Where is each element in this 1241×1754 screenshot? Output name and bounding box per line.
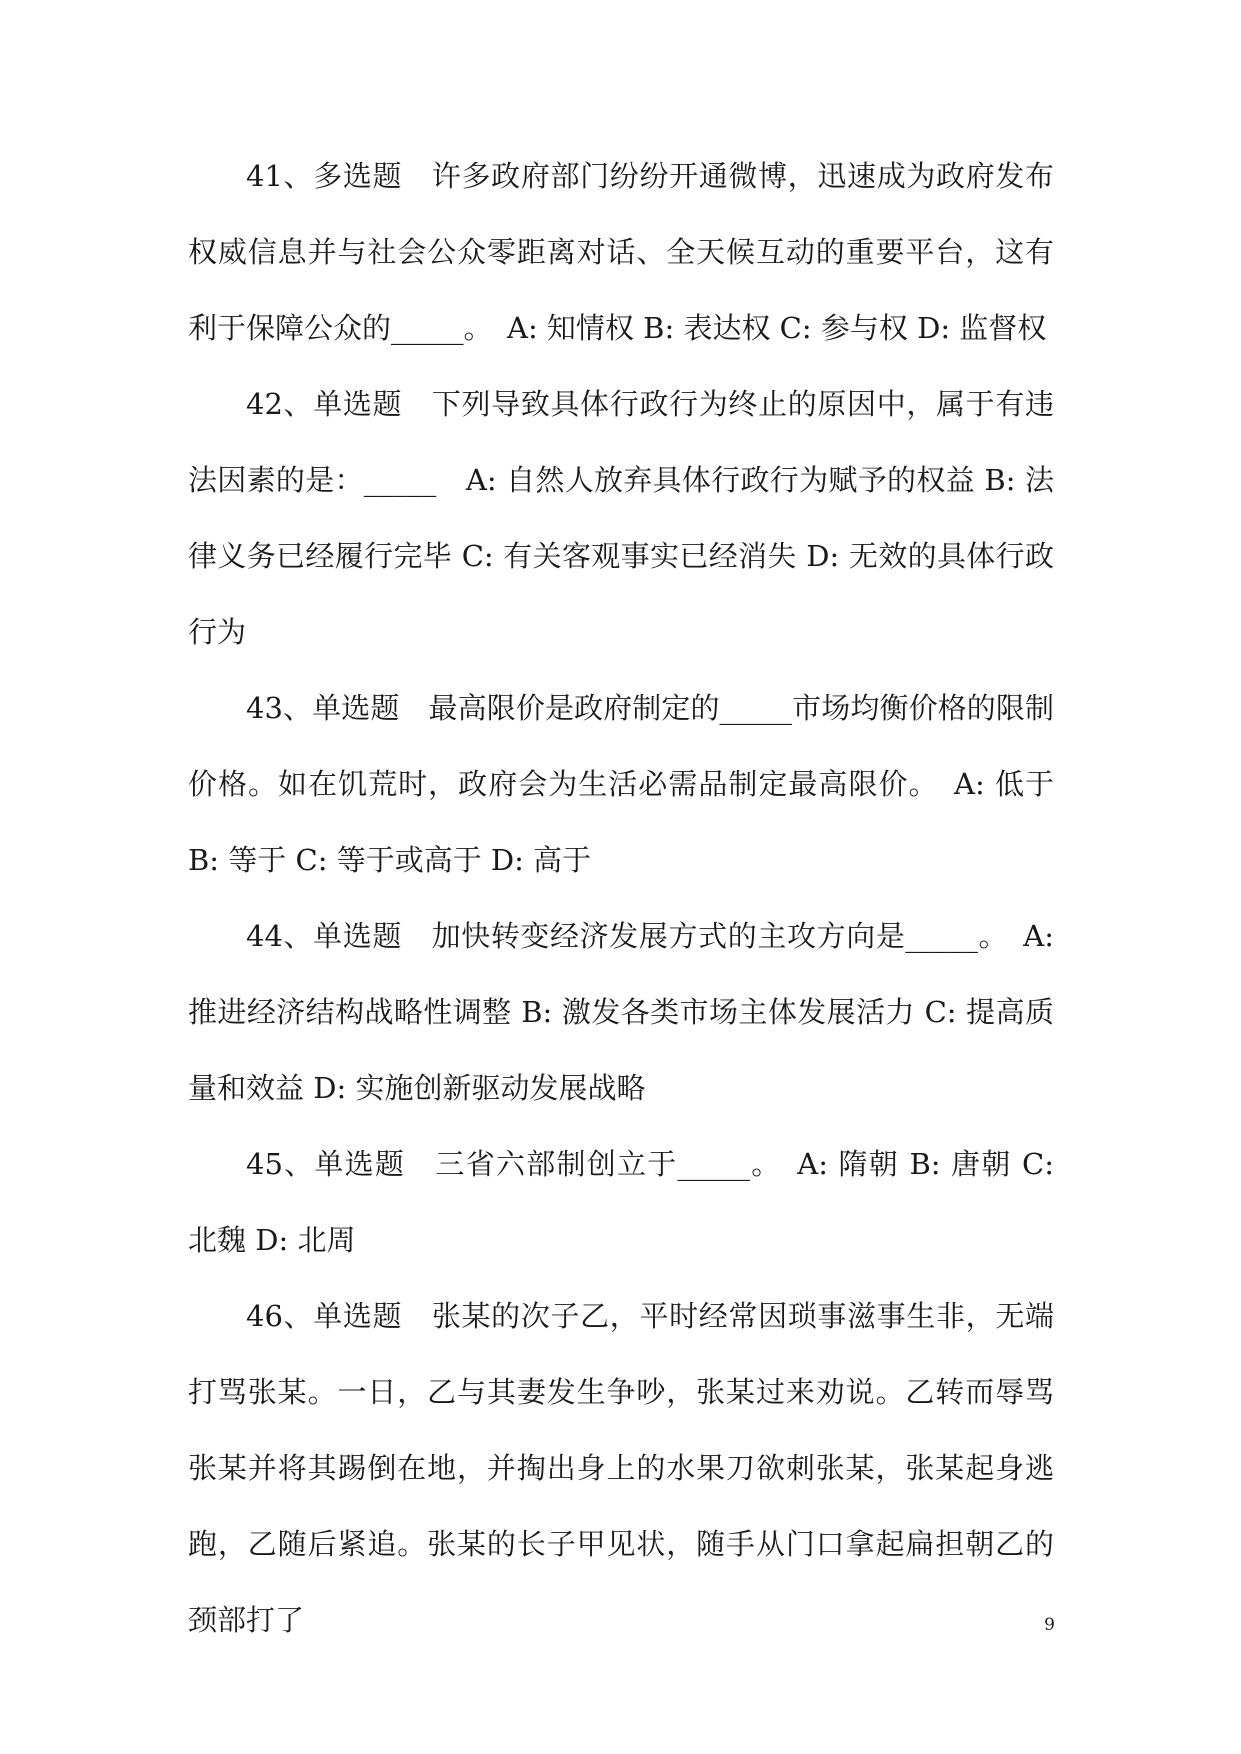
question-list	[188, 138, 1064, 1658]
question-41	[188, 138, 1054, 366]
question-42	[188, 366, 1054, 670]
question-44	[188, 898, 1064, 1126]
question-42-text: 42、单选题 下列导致具体行政行为终止的原因中，属于有违法因素的是：_____ A: 自然人放弃具体行政行为赋予的权益 B: 法律义务已经履行完毕 C: 有关客观事实已经消失 D: 无效的具体行政行为	[188, 387, 1054, 649]
question-43	[188, 670, 1064, 898]
page-number: 9	[1044, 1615, 1055, 1635]
question-46-text: 46、单选题 张某的次子乙，平时经常因琐事滋事生非，无端打骂张某。一日，乙与其妻发生争吵，张某过来劝说。乙转而辱骂张某并将其踢倒在地，并掏出身上的水果刀欲刺张某，张某起身逃跑，乙随后紧追。张某的长子甲见状，随手从门口拿起扁担朝乙的颈部打了	[188, 1299, 1054, 1637]
question-44-text: 44、单选题 加快转变经济发展方式的主攻方向是_____。 A: 推进经济结构战略性调整 B: 激发各类市场主体发展活力 C: 提高质量和效益 D: 实施创新驱动发展战略	[188, 919, 1064, 1105]
question-43-text: 43、单选题 最高限价是政府制定的_____市场均衡价格的限制价格。如在饥荒时，政府会为生活必需品制定最高限价。 A: 低于 B: 等于 C: 等于或高于 D: 高于	[188, 691, 1064, 877]
question-45-text: 45、单选题 三省六部制创立于_____。 A: 隋朝 B: 唐朝 C: 北魏 D: 北周	[188, 1147, 1064, 1257]
question-46	[188, 1278, 1054, 1658]
question-45	[188, 1126, 1064, 1278]
question-41-text: 41、多选题 许多政府部门纷纷开通微博，迅速成为政府发布权威信息并与社会公众零距离对话、全天候互动的重要平台，这有利于保障公众的_____。 A: 知情权 B: 表达权 C: 参与权 D: 监督权	[188, 159, 1054, 345]
